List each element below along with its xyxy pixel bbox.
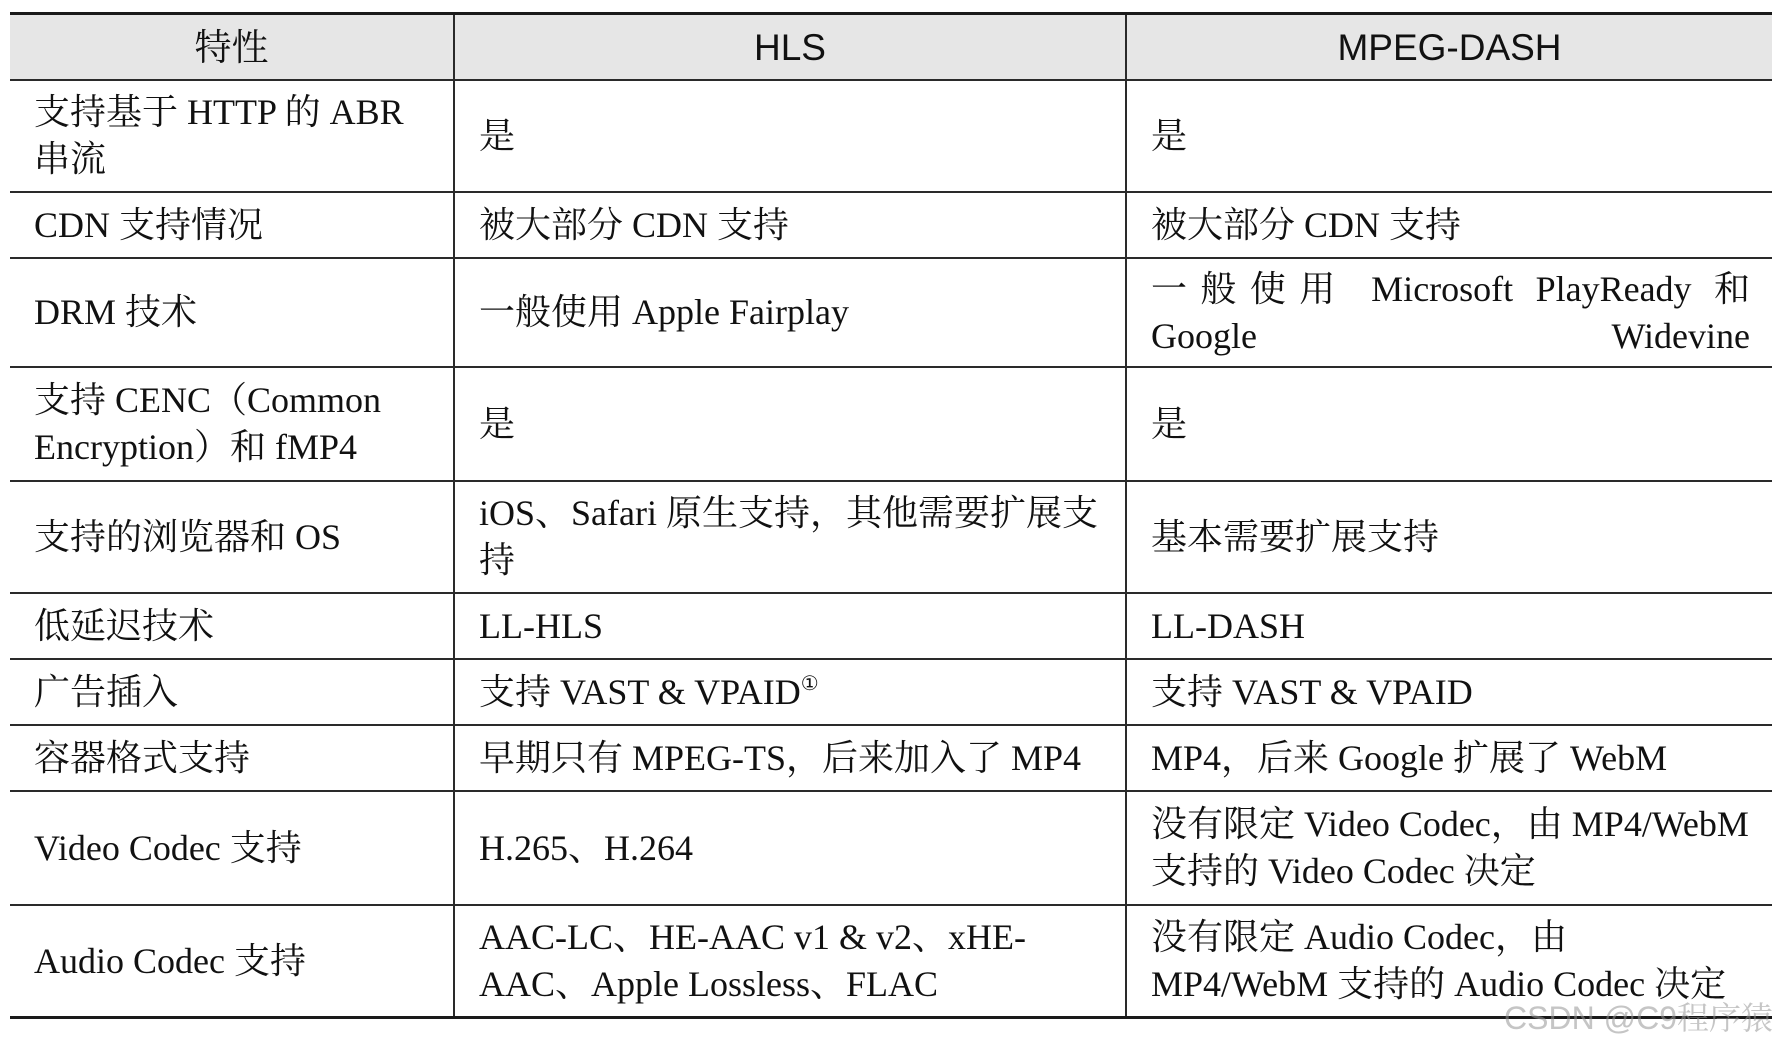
dash-cell: 被大部分 CDN 支持	[1126, 192, 1772, 258]
dash-cell: 一般使用 Microsoft PlayReady 和 Google Widevine	[1126, 258, 1772, 367]
csdn-watermark: CSDN @C9程序猿	[1504, 1000, 1773, 1036]
hls-cell: 是	[454, 367, 1126, 481]
footnote-marker: ①	[800, 672, 819, 695]
dash-cell: 基本需要扩展支持	[1126, 481, 1772, 593]
hls-cell: 是	[454, 80, 1126, 192]
feature-cell: 支持基于 HTTP 的 ABR 串流	[10, 80, 454, 192]
dash-cell: MP4，后来 Google 扩展了 WebM	[1126, 725, 1772, 791]
hls-cell: 一般使用 Apple Fairplay	[454, 258, 1126, 367]
table-row	[10, 725, 1772, 791]
feature-cell: CDN 支持情况	[10, 192, 454, 258]
table-row	[10, 367, 1772, 481]
header-feature: 特性	[10, 14, 454, 81]
feature-cell: 支持的浏览器和 OS	[10, 481, 454, 593]
dash-cell: 没有限定 Audio Codec，由 MP4/WebM 支持的 Audio Codec 决定	[1126, 905, 1772, 1018]
feature-cell: Video Codec 支持	[10, 791, 454, 905]
hls-cell: LL-HLS	[454, 593, 1126, 659]
feature-cell: Audio Codec 支持	[10, 905, 454, 1018]
table-row	[10, 80, 1772, 192]
feature-cell: 支持 CENC（Common Encryption）和 fMP4	[10, 367, 454, 481]
hls-ad-text: 支持 VAST & VPAID	[479, 671, 801, 712]
hls-cell: 被大部分 CDN 支持	[454, 192, 1126, 258]
hls-cell: AAC-LC、HE-AAC v1 & v2、xHE-AAC、Apple Lossless、FLAC	[454, 905, 1126, 1018]
feature-cell: 低延迟技术	[10, 593, 454, 659]
table-row	[10, 481, 1772, 593]
dash-cell: 是	[1126, 367, 1772, 481]
table-row	[10, 192, 1772, 258]
comparison-table-container	[10, 12, 1772, 1019]
table-row	[10, 258, 1772, 367]
dash-cell: 支持 VAST & VPAID	[1126, 659, 1772, 725]
hls-vs-dash-comparison-table	[10, 12, 1772, 1019]
table-header-row	[10, 14, 1772, 81]
table-row	[10, 593, 1772, 659]
table-row	[10, 791, 1772, 905]
header-hls: HLS	[454, 14, 1126, 81]
feature-cell: DRM 技术	[10, 258, 454, 367]
dash-cell: LL-DASH	[1126, 593, 1772, 659]
hls-cell: iOS、Safari 原生支持，其他需要扩展支持	[454, 481, 1126, 593]
hls-cell: H.265、H.264	[454, 791, 1126, 905]
table-row	[10, 659, 1772, 725]
hls-cell	[454, 659, 1126, 725]
feature-cell: 容器格式支持	[10, 725, 454, 791]
header-mpeg-dash: MPEG-DASH	[1126, 14, 1772, 81]
feature-cell: 广告插入	[10, 659, 454, 725]
dash-cell: 没有限定 Video Codec，由 MP4/WebM 支持的 Video Codec 决定	[1126, 791, 1772, 905]
dash-cell: 是	[1126, 80, 1772, 192]
hls-cell: 早期只有 MPEG-TS，后来加入了 MP4	[454, 725, 1126, 791]
